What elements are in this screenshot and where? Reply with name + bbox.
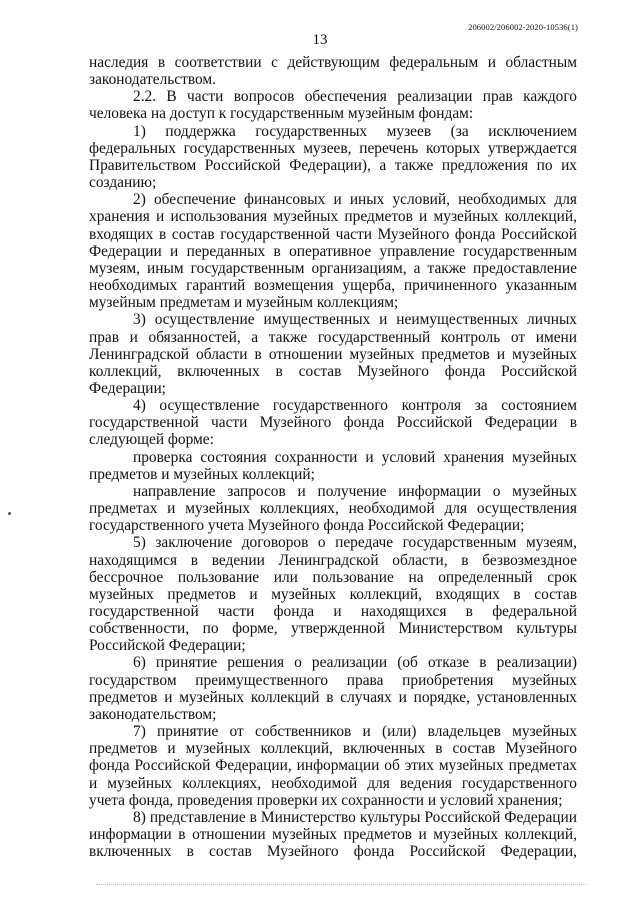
paragraph-item-5: 5) заключение договоров о передаче государственным музеям, находящимся в ведении Ленинградской области, в безвозмездное бессрочное пользование или пользование на определенный срок музейных предметов и музейных коллекций, входящих в состав государственной части фонда и находящихся в федеральной собственности, по форме, утвержденной Министерством культуры Российской Федерации; (89, 534, 577, 655)
paragraph-item-4-check: проверка состояния сохранности и условий хранения музейных предметов и музейных коллекций; (89, 448, 577, 483)
scan-artifact-dot (8, 512, 11, 515)
paragraph-item-7: 7) принятие от собственников и (или) владельцев музейных предметов и музейных коллекций, включенных в состав Музейного фонда Российской Федерации, информации об этих музейных предметах и музейных коллекциях, необходимой для ведения государственного учета фонда, проведения проверки их сохранности и условий хранения; (89, 723, 577, 809)
paragraph-section-2-2: 2.2. В части вопросов обеспечения реализации прав каждого человека на доступ к государственным музейным фондам: (89, 88, 577, 123)
paragraph-item-4-requests: направление запросов и получение информации о музейных предметах и музейных коллекциях, необходимой для осуществления государственного учета Музейного фонда Российской Федерации; (89, 482, 577, 535)
document-body (89, 54, 577, 860)
paragraph-item-2: 2) обеспечение финансовых и иных условий, необходимых для хранения и использования музейных предметов и музейных коллекций, входящих в состав государственной части Музейного фонда Российской Федерации и переданных в оперативное управление государственным музеям, иным государственным организациям, а также предоставление необходимых гарантий возмещения ущерба, причиненного указанным музейным предметам и музейным коллекциям; (89, 191, 577, 312)
paragraph-continuation: наследия в соответствии с действующим федеральным и областным законодательством. (89, 54, 577, 89)
paragraph-item-1: 1) поддержка государственных музеев (за исключением федеральных государственных музеев, перечень которых утверждается Правительством Российской Федерации), а также предложения по их созданию; (89, 122, 577, 192)
paragraph-item-8: 8) представление в Министерство культуры Российской Федерации информации в отношении музейных предметов и музейных коллекций, включенных в состав Музейного фонда Российской Федерации, (89, 808, 577, 861)
paragraph-item-6: 6) принятие решения о реализации (об отказе в реализации) государством преимущественного права приобретения музейных предметов и музейных коллекций в случаях и порядке, установленных законодательством; (89, 654, 577, 723)
paragraph-item-3: 3) осуществление имущественных и неимущественных личных прав и обязанностей, а также государственный контроль от имени Ленинградской области в отношении музейных предметов и музейных коллекций, включенных в состав Музейного фонда Российской Федерации; (89, 311, 577, 397)
paragraph-item-4: 4) осуществление государственного контроля за состоянием государственной части Музейного фонда Российской Федерации в следующей форме: (89, 397, 577, 449)
page-number: 13 (312, 32, 328, 48)
scan-artifact-line (96, 884, 586, 885)
document-id: 206002/206002-2020-10536(1) (468, 22, 578, 32)
